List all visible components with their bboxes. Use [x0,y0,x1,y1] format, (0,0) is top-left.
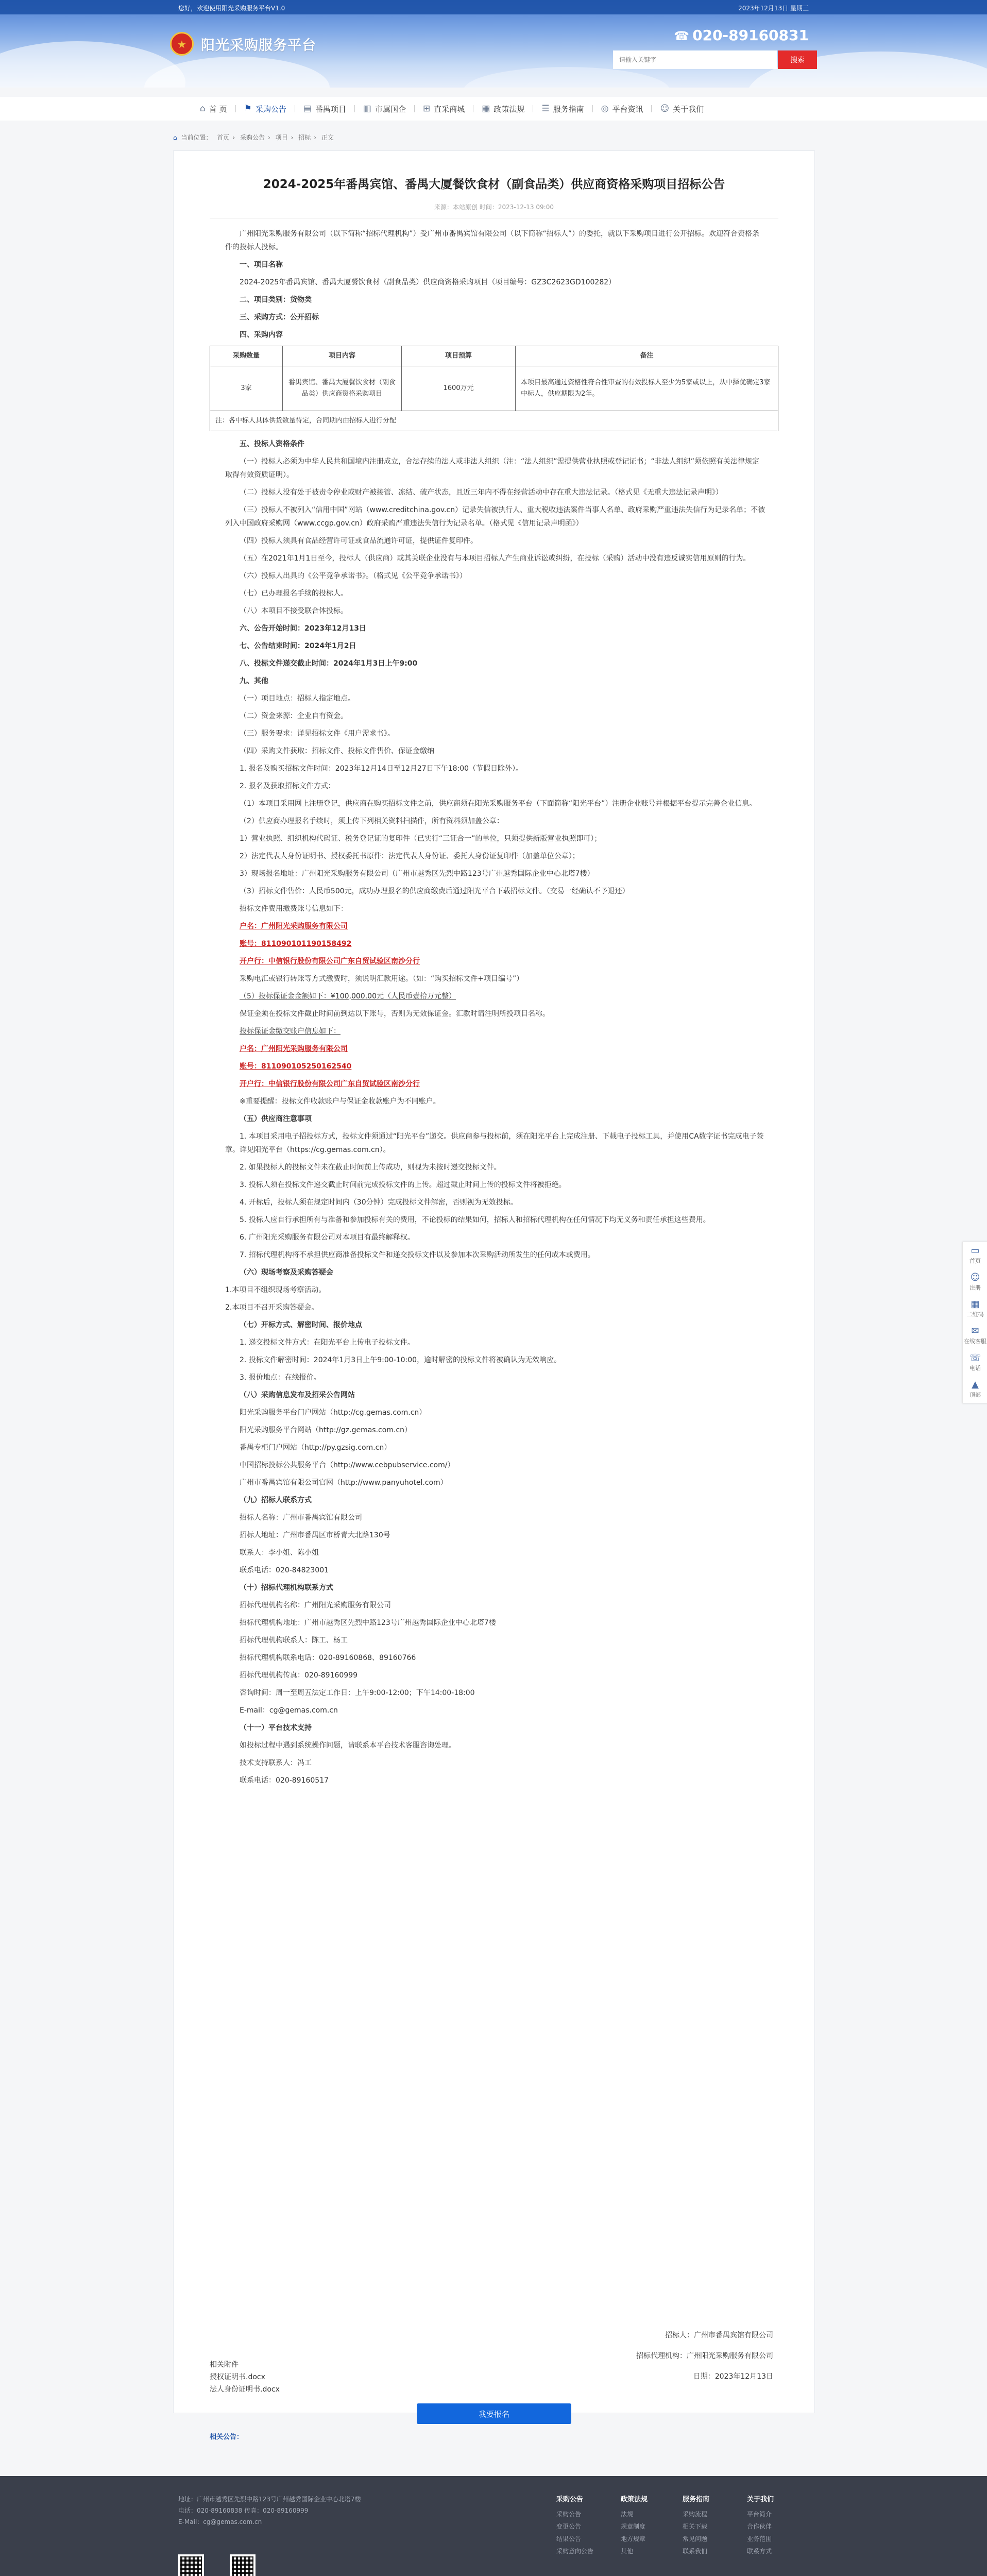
phone-icon: ☏ [969,1352,981,1363]
paragraph: 3. 投标人须在投标文件递交截止时间前完成投标文件的上传。超过截止时间上传的投标文件将被拒绝。 [240,1181,566,1189]
site-logo[interactable] [170,32,316,56]
paragraph: 1. 本项目采用电子招投标方式，投标文件须通过“阳光平台”递交。供应商参与投标前，须在阳光平台上完成注册、下载电子投标工具，并使用CA数字证书完成电子签章。详见阳光平台（https://cg.gemas.com.cn）。 [225,1132,764,1154]
footer-column [683,2494,709,2557]
guide-icon: ☰ [541,104,550,114]
footer-link[interactable]: 结果公告 [556,2535,582,2543]
footer-column-title: 采购公告 [556,2496,584,2503]
paragraph: 1. 递交投标文件方式：在阳光平台上传电子投标文件。 [240,1338,415,1347]
paragraph: （2）供应商办理报名手续时，须上传下列相关资料扫描件，所有资料须加盖公章： [240,817,504,825]
paragraph: （七）已办理报名手续的投标人。 [240,589,348,598]
paragraph: （六）投标人出具的《公平竞争承诺书》。（格式见《公平竞争承诺书》） [240,572,467,580]
paragraph: 2.本项目不召开采购答疑会。 [225,1303,319,1312]
float-label: 顶部 [969,1392,981,1398]
article-card [173,150,815,2441]
apply-button[interactable]: 我要报名 [417,2403,571,2424]
related-notices[interactable]: 相关公告： [210,2433,244,2441]
chat-icon: ✉ [971,1326,979,1336]
paragraph: （四）投标人须具有食品经营许可证或食品流通许可证，提供证件复印件。 [240,537,478,545]
phone-icon: ☎ [674,29,690,43]
paragraph: 3）现场报名地址：广州阳光采购服务有限公司（广州市越秀区先烈中路123号广州越秀国际企业中心北塔7楼） [240,870,594,878]
footer-link[interactable]: 常见问题 [683,2535,708,2543]
website-link[interactable]: 广州市番禺宾馆有限公司官网（http://www.panyuhotel.com） [240,1479,448,1487]
paragraph: 2. 如果投标人的投标文件未在截止时间前上传成功，则视为未按时递交投标文件。 [240,1163,501,1172]
book-icon: ▦ [482,104,490,114]
section-heading: 四、采购内容 [240,331,283,339]
section-heading: 三、采购方式：公开招标 [240,313,319,321]
nav-label: 市属国企 [375,104,406,114]
building-icon: ▥ [363,104,371,114]
paragraph: ※重要提醒：投标文件收款账户与保证金收款账户为不同账户。 [240,1097,440,1106]
nav-label: 服务指南 [553,104,584,114]
footer-address: 地址：广州市越秀区先烈中路123号广州越秀国际企业中心北塔7楼 [178,2496,361,2503]
nav-state-enterprises[interactable] [355,97,414,121]
section-heading: （十）招标代理机构联系方式 [240,1584,333,1592]
paragraph: 招标代理机构联系电话：020-89160868、89160766 [240,1654,416,1662]
emblem-icon [170,32,194,56]
paragraph: 1）营业执照、组织机构代码证、税务登记证的复印件（已实行“三证合一”的单位，只须提供新版营业执照即可）； [240,835,602,843]
footer-contact [178,2494,361,2528]
nav-label: 关于我们 [673,104,704,114]
qr-code-icon [230,2554,256,2576]
breadcrumb-tender[interactable]: 招标 [298,134,311,141]
qr-code-icon [178,2554,204,2576]
account-name: 户名：广州阳光采购服务有限公司 [240,1045,348,1053]
paragraph: （1）本项目采用网上注册登记，供应商在购买招标文件之前，供应商须在阳光采购服务平台（下面简称“阳光平台”）注册企业账号并根据平台提示完善企业信息。 [240,800,757,808]
table-note: 注：各中标人具体供货数量待定，合同期内由招标人进行分配 [210,411,778,431]
footer-link[interactable]: 采购意向公告 [556,2548,594,2555]
table-cell: 3家 [210,366,283,411]
float-label: 在线客服 [964,1338,986,1345]
cloud-decoration [464,67,670,88]
qr-icon: ▦ [971,1299,980,1310]
paragraph: （五）在2021年1月1日至今，投标人（供应商）或其关联企业没有与本项目招标人产生商业诉讼或纠纷，在投标（采购）活动中没有违反诚实信用原则的行为。 [240,554,751,563]
paragraph: 招标代理机构传真：020-89160999 [240,1671,358,1680]
table-cell: 1600万元 [402,366,516,411]
nav-label: 平台资讯 [612,104,643,114]
nav-home[interactable] [192,97,235,121]
paragraph: 1. 报名及购买招标文件时间：2023年12月14日至12月27日下午18:00（节假日除外）。 [240,765,523,773]
footer-phone: 电话：020-89160838 传真：020-89160999 [178,2507,309,2514]
breadcrumb-project[interactable]: 项目 [275,134,288,141]
signature-tenderer: 招标人：广州市番禺宾馆有限公司 [665,2331,773,2340]
welcome-text: 您好，欢迎使用阳光采购服务平台V1.0 [178,5,285,12]
section-heading: （八）采购信息发布及招采公告网站 [240,1391,355,1399]
footer-link[interactable]: 采购公告 [556,2511,582,2518]
section-heading: 九、其他 [240,677,268,685]
paragraph: （三）投标人不被列入“信用中国”网站（www.creditchina.gov.cn）记录失信被执行人、重大税收违法案件当事人名单、政府采购严重违法失信行为记录名单；不被列入中国政府采购网（www.ccgp.gov.cn）政府采购严重违法失信行为记录名单。（格式见《信用记录声明函》） [225,506,765,528]
search-button[interactable]: 搜索 [778,50,817,69]
website-link[interactable]: 中国招标投标公共服务平台（http://www.cebpubservice.com/） [240,1461,455,1469]
screen-icon: ▭ [971,1245,980,1256]
float-register[interactable] [963,1269,987,1296]
table-row [210,411,778,431]
paragraph: 联系电话：020-89160517 [240,1776,329,1785]
nav-label: 政策法规 [494,104,525,114]
account-bank: 开户行：中信银行股份有限公司广东自贸试验区南沙分行 [240,1080,420,1088]
float-home[interactable] [963,1242,987,1269]
website-link[interactable]: 阳光采购服务平台门户网站（http://cg.gemas.com.cn） [240,1409,427,1417]
footer-link[interactable]: 其他 [621,2548,634,2555]
footer-column [621,2494,648,2557]
account-name: 户名：广州阳光采购服务有限公司 [240,922,348,930]
paragraph: 4. 开标后，投标人须在规定时间内（30分钟）完成投标文件解密，否则视为无效投标。 [240,1198,518,1207]
cloud-decoration [144,57,330,88]
website-link[interactable]: 阳光采购服务平台网站（http://gz.gemas.com.cn） [240,1426,412,1434]
table-row [210,366,778,411]
section-heading: （十一）平台技术支持 [240,1724,312,1732]
paragraph: 如投标过程中遇到系统操作问题，请联系本平台技术客服咨询处理。 [240,1741,456,1750]
paragraph: 保证金须在投标文件截止时间前到达以下账号，否则为无效保证金。汇款时请注明所投项目名称。 [240,1010,550,1018]
paragraph: 5. 投标人应自行承担所有与准备和参加投标有关的费用，不论投标的结果如何，招标人和招标代理机构在任何情况下均无义务和责任承担这些费用。 [240,1216,710,1224]
paragraph: 联系人：李小姐、陈小姐 [240,1549,319,1557]
footer-link[interactable]: 联系方式 [747,2548,772,2555]
attachment-link[interactable]: 法人身份证明书.docx [210,2385,280,2394]
email-link[interactable]: E-mail：cg@gemas.com.cn [240,1706,338,1715]
article-content [215,227,771,1791]
main-nav [0,97,987,121]
signature-date: 日期：2023年12月13日 [693,2372,773,2381]
intro: 广州阳光采购服务有限公司（以下简称“招标代理机构”）受广州市番禺宾馆有限公司（以下简称“招标人”）的委托，就以下采购项目进行公开招标。欢迎符合资格条件的投标人投标。 [225,230,760,251]
up-icon: ▲ [972,1379,979,1390]
section-heading: （九）招标人联系方式 [240,1496,312,1504]
paragraph: （3）招标文件售价：人民币500元，成功办理报名的供应商缴费后通过阳光平台下载招标文件。（交易一经确认不予退还） [240,887,629,895]
doc-icon: ▤ [303,104,312,114]
user-icon: ☺ [970,1272,980,1283]
paragraph: 招标人地址：广州市番禺区市桥青大北路130号 [240,1531,390,1539]
paragraph: 招标文件费用缴费账号信息如下： [240,905,348,913]
footer-column-title: 关于我们 [747,2496,774,2503]
table-header: 备注 [516,346,778,366]
breadcrumb-notice[interactable]: 采购公告 [240,134,265,141]
section-heading: 五、投标人资格条件 [240,440,304,448]
date-text: 2023年12月13日 星期三 [738,5,809,12]
footer-column [556,2494,593,2557]
table-header: 采购数量 [210,346,283,366]
breadcrumb-current: 正文 [321,134,334,141]
attachment-link[interactable]: 授权证明书.docx [210,2373,265,2381]
footer-link[interactable]: 变更公告 [556,2523,582,2530]
paragraph: 招标人名称：广州市番禺宾馆有限公司 [240,1514,362,1522]
article-meta: 来源：本站原创 时间：2023-12-13 09:00 [434,204,554,211]
float-label: 二维码 [966,1311,984,1318]
paragraph: 7. 招标代理机构将不承担供应商准备投标文件和递交投标文件以及参加本次采购活动所发生的任何成本或费用。 [240,1251,595,1259]
nav-about[interactable] [652,97,712,121]
account-number: 账号：811090105250162540 [240,1062,352,1071]
account-bank: 开户行：中信银行股份有限公司广东自贸试验区南沙分行 [240,957,420,965]
paragraph: 招标代理机构名称：广州阳光采购服务有限公司 [240,1601,391,1609]
nav-label: 首 页 [209,104,227,114]
footer-link[interactable]: 采购流程 [683,2511,708,2518]
footer-link[interactable]: 规章制度 [621,2523,646,2530]
section-heading: （七）开标方式、解密时间、报价地点 [240,1321,362,1329]
site-name: 阳光采购服务平台 [201,37,316,54]
paragraph: （四）采购文件获取：招标文件、投标文件售价、保证金缴纳 [240,747,434,755]
paragraph: （八）本项目不接受联合体投标。 [240,607,348,615]
footer-column [747,2494,774,2557]
paragraph: 咨询时间：周一至周五法定工作日：上午9:00-12:00；下午14:00-18:00 [240,1689,475,1697]
nav-news[interactable] [593,97,652,121]
article-title: 2024-2025年番禺宾馆、番禺大厦餐饮食材（副食品类）供应商资格采购项目招标公告 [263,178,725,191]
table-cell: 本项目最高通过资格性符合性审查的有效投标人至少为5家或以上，从中择优确定3家中标人，供应期限为2年。 [516,366,778,411]
home-icon: ⌂ [200,104,206,114]
flag-icon: ⚑ [244,104,252,114]
floating-toolbar [962,1242,987,1403]
footer-link[interactable]: 业务范围 [747,2535,772,2543]
section-heading: 六、公告开始时间：2023年12月13日 [240,624,366,633]
nav-policies[interactable] [473,97,533,121]
procurement-table [210,346,778,431]
footer-link[interactable]: 平台简介 [747,2511,772,2518]
footer-link[interactable]: 相关下载 [683,2523,708,2530]
paragraph: 2. 投标文件解密时间：2024年1月3日上午9:00-10:00，逾时解密的投标文件将被确认为无效响应。 [240,1356,561,1364]
paragraph: 1.本项目不组织现场考察活动。 [225,1286,326,1294]
top-strip [0,0,987,14]
table-header: 项目预算 [402,346,516,366]
nav-direct-mall[interactable] [415,97,473,121]
nav-panyu-projects[interactable] [295,97,354,121]
section-heading: （五）供应商注意事项 [240,1115,312,1123]
globe-icon: ◎ [601,104,609,114]
paragraph: 招标代理机构联系人：陈工、杨工 [240,1636,348,1645]
breadcrumb-label: 当前位置： [181,134,212,141]
float-phone[interactable] [963,1349,987,1376]
paragraph: 投标保证金缴交账户信息如下： [240,1027,341,1036]
nav-label: 采购公告 [255,104,286,114]
footer-column-title: 服务指南 [683,2496,710,2503]
float-label: 首页 [969,1258,981,1264]
breadcrumb: ⌂ 当前位置： 首页 › 采购公告 › 项目 › 招标 › 正文 [173,134,334,141]
paragraph: （二）资金来源：企业自有资金。 [240,712,348,720]
footer-link[interactable]: 法规 [621,2511,634,2518]
hotline [674,27,809,44]
section-heading: 七、公告结束时间：2024年1月2日 [240,642,356,650]
section-heading: 二、项目类别：货物类 [240,296,312,304]
cart-icon: ⊞ [423,104,431,114]
footer-email: E-Mail：cg@gemas.com.cn [178,2518,262,2526]
paragraph: 招标代理机构地址：广州市越秀区先烈中路123号广州越秀国际企业中心北塔7楼 [240,1619,496,1627]
footer-column-title: 政策法规 [621,2496,648,2503]
table-header-row [210,346,778,366]
nav-service-guide[interactable] [533,97,592,121]
paragraph: 2024-2025年番禺宾馆、番禺大厦餐饮食材（副食品类）供应商资格采购项目（项目编号：GZ3C2623GD100282） [240,278,616,286]
signature-agency: 招标代理机构：广州阳光采购服务有限公司 [636,2352,773,2360]
paragraph: （二）投标人没有处于被责令停业或财产被接管、冻结、破产状态，且近三年内不得在经营活动中存在重大违法记录。（格式见《无重大违法记录声明》） [240,488,723,497]
paragraph: （一）项目地点：招标人指定地点。 [240,694,355,703]
table-header: 项目内容 [283,346,402,366]
nav-label: 番禺项目 [315,104,346,114]
paragraph: 2）法定代表人身份证明书、授权委托书原件：法定代表人身份证、委托人身份证复印件（加盖单位公章）； [240,852,580,860]
float-qrcode[interactable] [963,1296,987,1323]
paragraph: 2. 报名及获取招标文件方式： [240,782,335,790]
location-icon: ⌂ [173,134,177,141]
footer [0,2476,987,2576]
footer-link[interactable]: 地方规章 [621,2535,646,2543]
paragraph: 6. 广州阳光采购服务有限公司对本项目有最终解释权。 [240,1233,415,1242]
users-icon: ☺ [660,104,670,114]
float-chat[interactable] [963,1323,987,1349]
nav-label: 直采商城 [434,104,465,114]
attachments-title: 相关附件 [210,2361,239,2369]
table-cell: 番禺宾馆、番禺大厦餐饮食材（副食品类）供应商资格采购项目 [283,366,402,411]
account-number: 账号：811090101190158492 [240,940,352,948]
footer-link[interactable]: 联系我们 [683,2548,708,2555]
section-heading: 一、项目名称 [240,261,283,269]
signature-block [636,2325,773,2387]
search-input[interactable] [613,50,777,69]
paragraph: （三）服务要求：详见招标文件《用户需求书》。 [240,730,395,738]
paragraph: 采购电汇或银行转账等方式缴费时，须说明汇款用途。（如：“购买招标文件+项目编号”） [240,975,524,983]
section-heading: 八、投标文件递交截止时间：2024年1月3日上午9:00 [240,659,418,668]
paragraph: 联系电话：020-84823001 [240,1566,329,1574]
paragraph: 3. 报价地点：在线报价。 [240,1374,321,1382]
attachments [210,2359,280,2396]
section-heading: （六）现场考察及采购答疑会 [240,1268,333,1277]
breadcrumb-home[interactable]: 首页 [217,134,230,141]
footer-link[interactable]: 合作伙伴 [747,2523,772,2530]
float-top[interactable] [963,1376,987,1403]
nav-procurement-notice[interactable] [236,97,295,121]
website-link[interactable]: 番禺专柜门户网站（http://py.gzsig.com.cn） [240,1444,392,1452]
hotline-number: 020-89160831 [692,27,809,44]
float-label: 电话 [969,1365,981,1371]
paragraph: （一）投标人必须为中华人民共和国境内注册成立，合法存续的法人或非法人组织（注：“法人组织”需提供营业执照或登记证书；“非法人组织”须依照有关法律规定取得有效资质证明）。 [225,457,760,479]
float-label: 注册 [969,1284,981,1291]
paragraph: （5）投标保证金金额如下：¥100,000.00元（人民币壹拾万元整） [240,992,456,1001]
paragraph: 技术支持联系人：冯工 [240,1759,312,1767]
